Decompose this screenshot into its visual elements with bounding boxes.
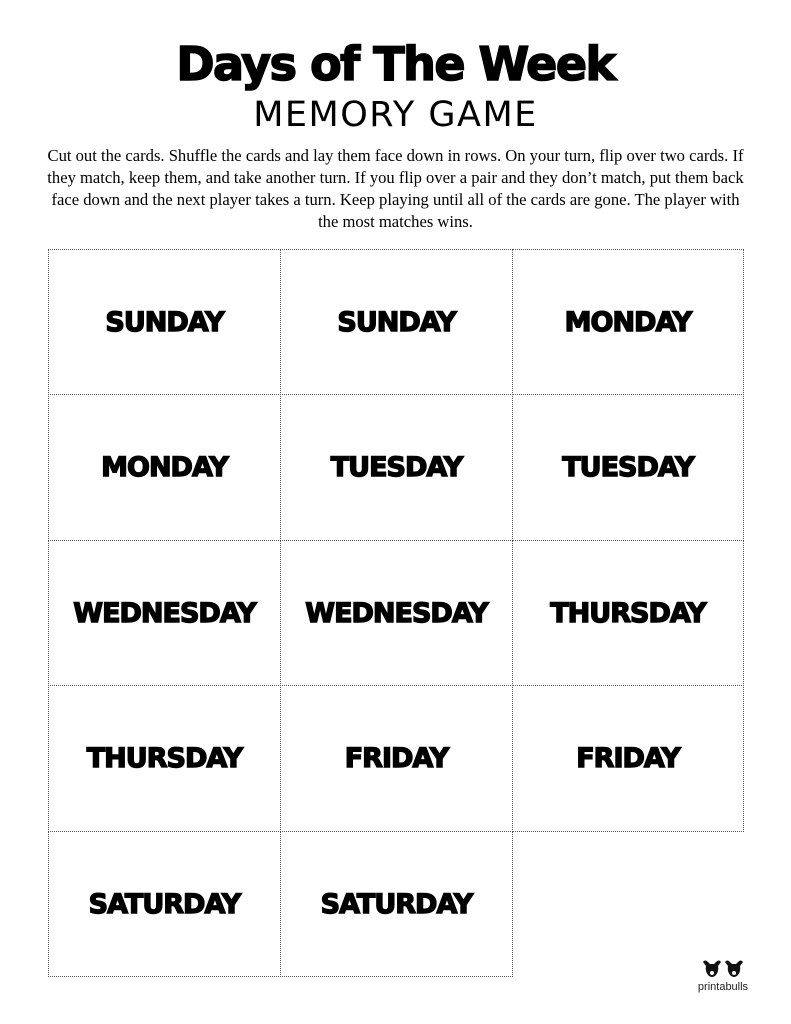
card-saturday-2	[280, 831, 513, 977]
card-label: SATURDAY	[320, 888, 473, 920]
card-wednesday-1	[48, 540, 281, 686]
logo-text: printabulls	[697, 981, 749, 993]
card-label: THURSDAY	[86, 743, 243, 774]
card-friday-1	[280, 685, 513, 832]
card-label: SATURDAY	[88, 888, 241, 920]
card-label: WEDNESDAY	[305, 597, 488, 629]
card-label: MONDAY	[564, 306, 692, 338]
card-label: MONDAY	[101, 452, 228, 483]
card-label: FRIDAY	[576, 743, 680, 774]
card-friday-2	[512, 685, 744, 832]
card-thursday-1	[512, 540, 744, 686]
bull-heads-logo-icon	[701, 958, 745, 980]
card-label: WEDNESDAY	[73, 597, 256, 629]
card-label: TUESDAY	[330, 452, 463, 483]
card-sunday-2	[280, 249, 513, 395]
card-thursday-2	[48, 685, 281, 832]
card-tuesday-2	[512, 394, 744, 541]
card-label: THURSDAY	[550, 597, 706, 629]
game-instructions: Cut out the cards. Shuffle the cards and lay them face down in rows. On your turn, flip over two cards. If they match, keep them, and take another turn. If you flip over a pair and they don’t match, put them back face down and the next player takes a turn. Keep playing until all of the cards are gone. The player with the most matches wins.	[47, 146, 744, 231]
card-label: SUNDAY	[337, 306, 456, 338]
card-monday-2	[48, 394, 281, 541]
card-monday-1	[512, 249, 744, 395]
card-label: SUNDAY	[105, 306, 224, 338]
card-sunday-1	[48, 249, 281, 395]
card-saturday-1	[48, 831, 281, 977]
card-wednesday-2	[280, 540, 513, 686]
page-subtitle: MEMORY GAME	[253, 95, 538, 135]
page-title: Days of The Week	[176, 37, 615, 91]
printabulls-logo	[688, 958, 758, 998]
card-tuesday-1	[280, 394, 513, 541]
card-label: FRIDAY	[344, 743, 449, 774]
card-grid	[48, 249, 744, 977]
card-label: TUESDAY	[562, 452, 694, 483]
